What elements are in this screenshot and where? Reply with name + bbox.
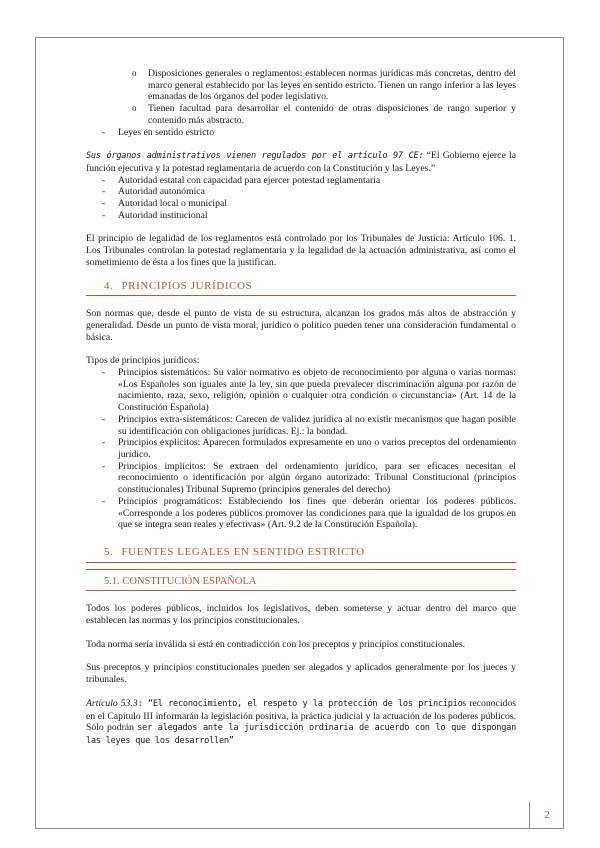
list-item-text: Autoridad local o municipal — [118, 198, 227, 210]
dash-marker: - — [102, 126, 106, 138]
section-title: FUENTES LEGALES EN SENTIDO ESTRICTO — [121, 545, 365, 558]
list-item-text: Principios explícitos: Aparecen formulados expresamente en uno o varios preceptos del ordenamiento jurídico. — [118, 437, 516, 460]
dash-marker: - — [102, 186, 106, 198]
art53-lead: : “El reconocimiento, el respeto y la protección de los principio — [137, 698, 463, 709]
const-paragraph: Todos los poderes públicos, incluidos los legislativos, deben someterse y actuar dentro del marco que establecen las normas y los principios constitucionales. — [86, 603, 516, 627]
dash-marker: - — [102, 174, 106, 186]
list-item-text: Principios extra-sistemáticos: Carecen de validez jurídica al no existir mecanismos que hagan posible su identificación con obligaciones jurídicas. Ej.: la bondad. — [118, 413, 516, 437]
art53-middle: s reconocidos en el Capítulo III informarán la legislación positiva, la práctica judicial y la actuación de los poderes públicos. Sólo podrán — [86, 697, 516, 734]
dash-list — [86, 127, 516, 139]
dash-marker: - — [102, 460, 106, 472]
section-heading-4 — [86, 281, 516, 297]
tipos-list — [86, 367, 516, 531]
dash-marker: - — [102, 198, 106, 210]
list-item-text: Autoridad autonómica — [118, 186, 205, 198]
dash-marker: - — [102, 367, 106, 379]
list-item — [86, 461, 516, 496]
const-paragraph: Toda norma sería inválida si está en contradicción con los preceptos y principios constitucionales. — [86, 638, 466, 650]
list-item — [86, 198, 516, 210]
list-item-text: Disposiciones generales o reglamentos: establecen normas jurídicas más concretas, dentro del marco general establecido por las leyes en sentido estricto. Tienen un rango inferior a las leyes emanadas de los órganos del poder legislativo. — [148, 68, 516, 103]
section-heading-5 — [86, 547, 516, 563]
dash-marker: - — [102, 495, 106, 507]
list-item — [86, 127, 516, 139]
list-item-text: Principios implícitos: Se extraen del ordenamiento jurídico, para ser eficaces necesitan el reconocimiento o identificación por algún órgano autorizado: Tribunal Constitucional (principios constitucionales) Tribunal Supremo (principios generales del derecho) — [118, 460, 516, 496]
list-item — [86, 68, 516, 103]
sub-bullet-list — [86, 68, 516, 127]
list-item-text: Principios programáticos: Estableciendo los fines que deberán orientar los poderes públicos. «Corresponde a los poderes públicos promover las condiciones para que la igualdad de los grupos en que se integra sean reales y efectivas» (Art. 9.2 de la Constitución Española). — [118, 495, 516, 531]
list-item — [86, 367, 516, 414]
art53-paragraph — [86, 698, 516, 748]
const-paragraph: Sus preceptos y principios constitucionales pueden ser alegados y aplicados generalmente por los jueces y tribunales. — [86, 662, 516, 686]
art53-label: Artículo 53.3 — [86, 697, 138, 709]
list-item-text: Leyes en sentido estricto — [118, 126, 215, 138]
list-item — [86, 175, 516, 187]
page-number: 2 — [529, 802, 564, 829]
list-item — [86, 496, 516, 531]
list-item-text: Principios sistemáticos: Su valor normativo es objeto de reconocimiento por alguna o varias normas: «Los Españoles son iguales ante la ley, sin que pueda prevalecer discriminación alguna por razón de nacimiento, raza, sexo, religión, opinión o cualquier otra condición o circunstancia» (Art. 14 de la Constitución Española) — [118, 367, 516, 414]
organos-lead: Sus órganos administrativos vienen regulados por el artículo 97 CE: — [86, 151, 424, 162]
list-item — [86, 437, 516, 460]
organos-paragraph — [86, 150, 516, 174]
subsection-heading-5-1: 5.1. CONSTITUCIÓN ESPAÑOLA — [86, 576, 516, 592]
bullet-marker: o — [132, 103, 137, 114]
list-item-text: Tienen facultad para desarrollar el contenido de otras disposiciones de rango superior y contenido más abstracto. — [148, 103, 516, 126]
section-number: 4. — [104, 279, 114, 292]
dash-marker: - — [102, 209, 106, 221]
autoridades-list — [86, 175, 516, 222]
list-item-text: Autoridad institucional — [118, 209, 208, 221]
dash-marker: - — [102, 437, 106, 449]
bullet-marker: o — [132, 68, 137, 78]
page-content — [86, 68, 516, 748]
list-item — [86, 186, 516, 198]
principios-intro: Son normas que, desde el punto de vista de su estructura, alcanzan los grados más altos de abstracción y generalidad. Desde un punto de vista moral, jurídico o político pueden tener una consideración fundamental o básica. — [86, 308, 516, 343]
organos-quote: “El Gobierno ejerce la función ejecutiva y la potestad reglamentaria de acuerdo con la Constitución y las Leyes.” — [86, 150, 516, 174]
legalidad-paragraph: El principio de legalidad de los reglamentos está controlado por los Tribunales de Justicia: Artículo 106. 1. Los Tribunales controlan la potestad reglamentaria y la legalidad de la actuación administrativa, así como el sometimiento de ésta a los fines que la justifican. — [86, 233, 516, 268]
list-item — [86, 103, 516, 126]
tipos-label: Tipos de principios jurídicos: — [86, 355, 200, 367]
list-item — [86, 210, 516, 222]
art53-tail: ser alegados ante la jurisdicción ordinaria de acuerdo con lo que dispongan las leyes que los desarrollen” — [86, 723, 516, 746]
list-item-text: Autoridad estatal con capacidad para ejercer potestad reglamentaria — [118, 174, 381, 186]
section-title: PRINCIPIOS JURÍDICOS — [121, 279, 253, 292]
list-item — [86, 414, 516, 437]
section-number: 5. — [104, 545, 114, 558]
dash-marker: - — [102, 413, 106, 425]
